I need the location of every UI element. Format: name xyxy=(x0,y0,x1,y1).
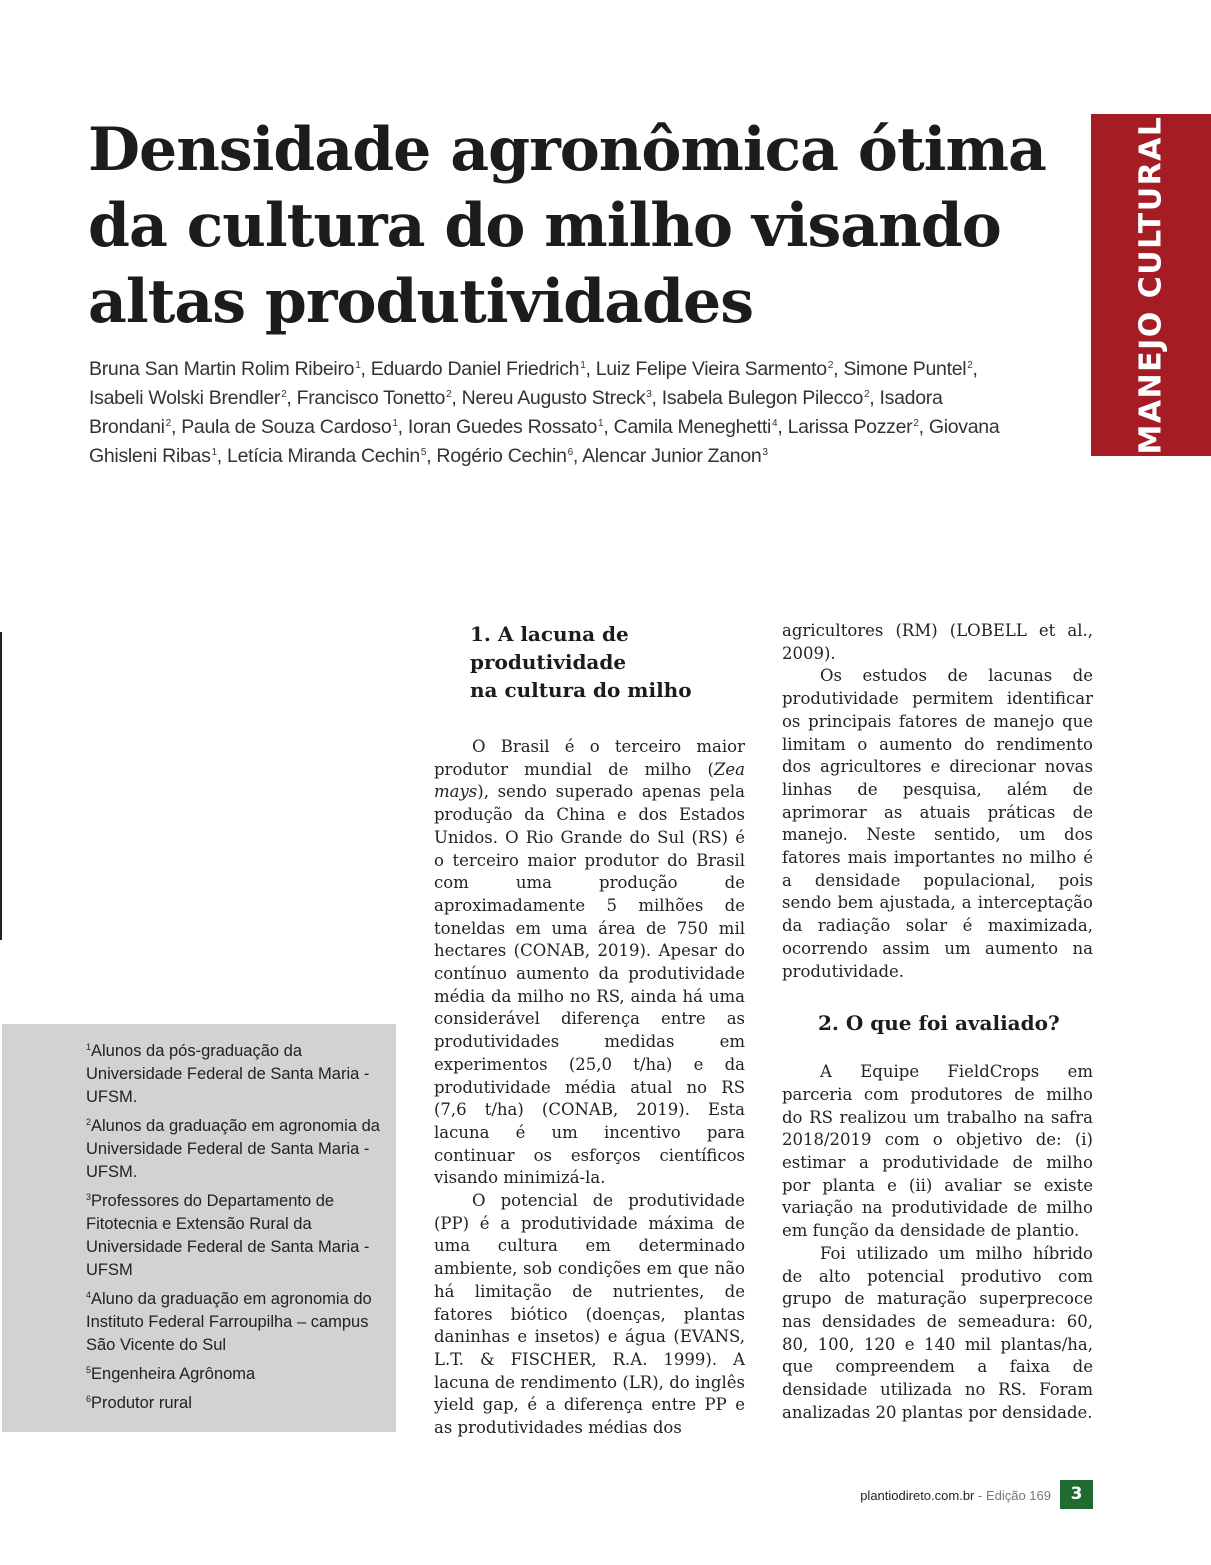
affiliation-text: Aluno da graduação em agronomia do Instituto Federal Farroupilha – campus São Vicente do Sul xyxy=(86,1290,372,1354)
affiliation-text: Produtor rural xyxy=(91,1394,192,1412)
section-heading-1: 1. A lacuna de produtividade na cultura do milho xyxy=(470,622,692,702)
author-affiliation-mark: 2 xyxy=(827,360,834,371)
article-column-left xyxy=(434,620,745,1440)
author-affiliation-mark: 2 xyxy=(913,418,919,429)
title-line: Densidade agronômica ótima xyxy=(88,115,1046,185)
affiliation-note xyxy=(86,1392,386,1415)
author-affiliation-mark: 1 xyxy=(211,447,217,458)
author: Ioran Guedes Rossato xyxy=(407,416,598,438)
author: Eduardo Daniel Friedrich xyxy=(370,358,580,380)
author-affiliation-mark: 1 xyxy=(598,418,604,429)
author: Alencar Junior Zanon xyxy=(582,445,762,467)
author: Giovana Ghisleni Ribas xyxy=(89,416,1000,467)
section-heading-2: 2. O que foi avaliado? xyxy=(818,1011,1060,1036)
author: Francisco Tonetto xyxy=(296,387,446,409)
affiliation-note xyxy=(86,1115,386,1184)
affiliation-note xyxy=(86,1190,386,1282)
paragraph-continued: agricultores (RM) (LOBELL et al., 2009). xyxy=(782,621,1093,663)
section-label: MANEJO CULTURAL xyxy=(1133,115,1169,455)
author: Paula de Souza Cardoso xyxy=(181,416,392,438)
author-affiliation-mark: 5 xyxy=(420,447,427,458)
author-affiliation-mark: 2 xyxy=(446,389,452,400)
affiliation-text: Alunos da graduação em agronomia da Universidade Federal de Santa Maria - UFSM. xyxy=(86,1117,380,1181)
page-footer: plantiodireto.com.br - Edição 169 xyxy=(860,1488,1051,1503)
author: Isadora Brondani xyxy=(89,387,943,438)
site-link[interactable]: plantiodireto.com.br xyxy=(860,1488,975,1503)
affiliation-note xyxy=(86,1040,386,1109)
affiliation-number: 2 xyxy=(86,1117,92,1127)
author-affiliation-mark: 3 xyxy=(646,389,652,400)
author: Letícia Miranda Cechin xyxy=(227,445,420,467)
author-affiliation-mark: 1 xyxy=(355,360,361,371)
author: Luiz Felipe Vieira Sarmento xyxy=(595,358,827,380)
author-affiliation-mark: 2 xyxy=(864,389,870,400)
author-affiliation-mark: 3 xyxy=(762,447,768,458)
affiliation-number: 5 xyxy=(86,1365,92,1375)
author-list: Bruna San Martin Rolim Ribeiro$^1$, Eduardo Daniel Friedrich$^1$, Luiz Felipe Vieira Sarmento$^2$, Simone Puntel$^2$, Isabeli Wolski Brendler$^2$, Francisco Tonetto$^2$, Nereu Augusto Streck$^3$, Isabela Bulegon Pilecco$^2$, Isadora Brondani$^2$, Paula de Souza Cardoso$^1$, Ioran Guedes Rossato$^1$, Camila Meneghetti$^4$, Larissa Pozzer$^2$, Giovana Ghisleni Ribas$^1$, Letícia Miranda Cechin$^5$, Rogério Cechin$^6$, Alencar Junior Zanon$^3$ xyxy=(89,358,1000,467)
author-affiliation-mark: 2 xyxy=(165,418,171,429)
edition-label: Edição 169 xyxy=(985,1488,1051,1503)
affiliation-text: Engenheira Agrônoma xyxy=(91,1365,256,1383)
affiliation-note xyxy=(86,1363,386,1386)
author: Isabeli Wolski Brendler xyxy=(89,387,281,409)
section-tab xyxy=(1091,114,1211,456)
paragraph: Os estudos de lacunas de produtividade permitem identificar os principais fatores de manejo que limitam o aumento do rendimento dos agricultores e direcionar novas linhas de pesquisa, além de aprimorar as atuais práticas de manejo. Neste sentido, um dos fatores mais importantes no milho é a densidade populacional, pois sendo bem ajustada, a interceptação da radiação solar é maximizada, ocorrendo assim um aumento na produtividade. xyxy=(782,666,1093,981)
article-column-right xyxy=(782,620,1093,1425)
affiliation-number: 6 xyxy=(86,1394,92,1404)
author: Bruna San Martin Rolim Ribeiro xyxy=(89,358,355,380)
affiliation-note xyxy=(86,1288,386,1357)
author-affiliation-mark: 4 xyxy=(772,418,778,429)
affiliation-number: 4 xyxy=(86,1290,92,1300)
author-affiliation-mark: 1 xyxy=(580,360,586,371)
paragraph: O potencial de produtividade (PP) é a produtividade máxima de uma cultura em determinado ambiente, sob condições em que não há limitação de nutrientes, de fatores biótico (doenças, plantas daninhas e insetos) e água (EVANS, L.T. & FISCHER, R.A. 1999). A lacuna de rendimento (LR), do inglês yield gap, é a diferença entre PP e as produtividades médias dos xyxy=(434,1191,745,1438)
affiliation-number: 1 xyxy=(86,1042,92,1052)
author: Simone Puntel xyxy=(843,358,967,380)
paragraph: Foi utilizado um milho híbrido de alto potencial produtivo com grupo de maturação superprecoce nas densidades de semeadura: 60, 80, 100, 120 e 140 mil plantas/ha, que compreendem a faixa de densidade utilizada no RS. Foram analizadas 20 plantas por densidade. xyxy=(782,1243,1093,1422)
title-line: altas produtividades xyxy=(88,267,753,337)
title-line: da cultura do milho visando xyxy=(88,191,1001,261)
paragraph: A Equipe FieldCrops em parceria com produtores de milho do RS realizou um trabalho na safra 2018/2019 com o objetivo de: (i) estimar a produtividade de milho por planta e (ii) avaliar se existe variação na produtividade de milho em função da densidade de plantio. xyxy=(782,1062,1093,1241)
article-title xyxy=(88,112,1048,340)
author: Isabela Bulegon Pilecco xyxy=(661,387,864,409)
author: Camila Meneghetti xyxy=(613,416,772,438)
paragraph: O Brasil é o terceiro maior produtor mundial de milho (Zea mays), sendo superado apenas pela produção da China e dos Estados Unidos. O Rio Grande do Sul (RS) é o terceiro maior produtor do Brasil com uma produção de aproximadamente 5 milhões de toneldas em uma área de 750 mil hectares (CONAB, 2019). Apesar do contínuo aumento da produtividade média da milho no RS, ainda há uma considerável diferença entre as produtividades medidas em experimentos (25,0 t/ha) e da produtividade média atual no RS (7,6 t/ha) (CONAB, 2019). Esta lacuna é um incentivo para continuar os esforços científicos visando minimizá-la. xyxy=(434,737,745,1188)
affiliation-text: Professores do Departamento de Fitotecnia e Extensão Rural da Universidade Federal de Santa Maria - UFSM xyxy=(86,1192,370,1279)
author: Rogério Cechin xyxy=(436,445,567,467)
author-affiliation-mark: 2 xyxy=(967,360,973,371)
page-edge-rule xyxy=(0,632,2,940)
affiliation-text: Alunos da pós-graduação da Universidade Federal de Santa Maria - UFSM. xyxy=(86,1042,370,1106)
page-number: 3 xyxy=(1060,1480,1093,1509)
affiliation-notes xyxy=(86,1040,386,1421)
author-affiliation-mark: 2 xyxy=(281,389,287,400)
author: Larissa Pozzer xyxy=(787,416,913,438)
author-affiliation-mark: 1 xyxy=(392,418,398,429)
author: Nereu Augusto Streck xyxy=(461,387,646,409)
author-affiliation-mark: 6 xyxy=(567,447,573,458)
affiliation-number: 3 xyxy=(86,1192,92,1202)
